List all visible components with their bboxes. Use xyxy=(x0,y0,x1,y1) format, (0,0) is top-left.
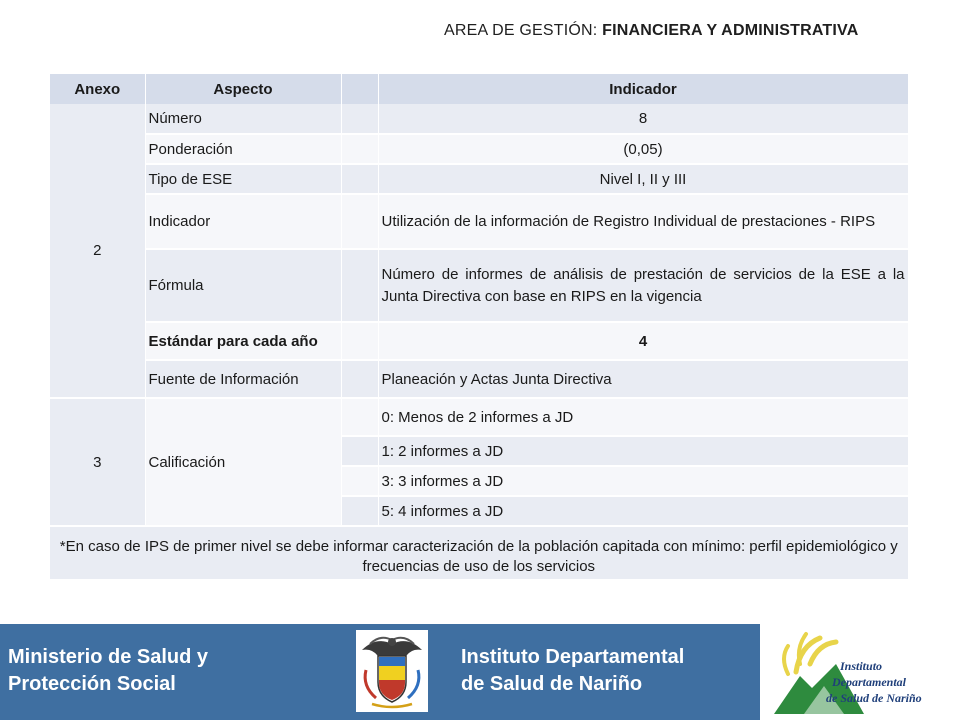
spacer-cell xyxy=(341,436,378,466)
table-row xyxy=(50,322,908,360)
col-header-spacer xyxy=(341,74,378,104)
spacer-cell xyxy=(341,104,378,134)
table-row xyxy=(50,194,908,249)
logo-text-3: de Salud de Nariño xyxy=(826,691,922,705)
indicador-cell: 4 xyxy=(378,322,908,360)
table-row xyxy=(50,526,908,580)
anexo-cell: 3 xyxy=(50,398,145,526)
calificacion-cell: 0: Menos de 2 informes a JD xyxy=(378,398,908,436)
indicador-cell: Número de informes de análisis de prestación de servicios de la ESE a la Junta Directiva con base en RIPS en la vigencia xyxy=(378,249,908,322)
spacer-cell xyxy=(341,360,378,398)
table-row xyxy=(50,134,908,164)
indicator-table xyxy=(50,74,909,581)
instituto-logo-icon xyxy=(760,624,960,720)
table-row xyxy=(50,360,908,398)
spacer-cell xyxy=(341,249,378,322)
table-note: *En caso de IPS de primer nivel se debe informar caracterización de la población capitada con mínimo: perfil epidemiológico y frecuencias de uso de los servicios xyxy=(50,526,908,580)
aspecto-cell: Calificación xyxy=(145,398,341,526)
indicador-cell: Nivel I, II y III xyxy=(378,164,908,194)
spacer-cell xyxy=(341,496,378,526)
spacer-cell xyxy=(341,466,378,496)
table-row xyxy=(50,164,908,194)
anexo-cell: 2 xyxy=(50,104,145,398)
table-row xyxy=(50,398,908,436)
instituto-line-2: de Salud de Nariño xyxy=(461,673,643,695)
instituto-line-1: Instituto Departamental xyxy=(461,646,685,668)
logo-text-2: Departamental xyxy=(832,675,906,689)
aspecto-cell: Indicador xyxy=(145,194,341,249)
spacer-cell xyxy=(341,322,378,360)
indicador-cell: Utilización de la información de Registro Individual de prestaciones - RIPS xyxy=(378,194,908,249)
calificacion-cell: 3: 3 informes a JD xyxy=(378,466,908,496)
indicador-cell: Planeación y Actas Junta Directiva xyxy=(378,360,908,398)
ministerio-line-1: Ministerio de Salud y xyxy=(8,646,209,668)
aspecto-cell: Número xyxy=(145,104,341,134)
footer-bar xyxy=(0,624,960,720)
table-header-row xyxy=(50,74,908,104)
col-header-aspecto: Aspecto xyxy=(145,74,341,104)
indicador-cell: 8 xyxy=(378,104,908,134)
instituto-label xyxy=(461,644,684,698)
table-row xyxy=(50,104,908,134)
col-header-indicador: Indicador xyxy=(378,74,908,104)
area-name: FINANCIERA Y ADMINISTRATIVA xyxy=(602,22,859,39)
spacer-cell xyxy=(341,194,378,249)
aspecto-cell: Ponderación xyxy=(145,134,341,164)
aspecto-cell: Fórmula xyxy=(145,249,341,322)
colombia-coat-of-arms-icon xyxy=(356,630,428,712)
ministerio-line-2: Protección Social xyxy=(8,673,176,695)
spacer-cell xyxy=(341,134,378,164)
spacer-cell xyxy=(341,164,378,194)
logo-text-1: Instituto xyxy=(840,659,883,673)
indicador-cell: (0,05) xyxy=(378,134,908,164)
aspecto-cell: Estándar para cada año xyxy=(145,322,341,360)
area-prefix: AREA DE GESTIÓN: xyxy=(444,22,598,39)
col-header-anexo: Anexo xyxy=(50,74,145,104)
spacer-cell xyxy=(341,398,378,436)
calificacion-cell: 1: 2 informes a JD xyxy=(378,436,908,466)
table-row xyxy=(50,249,908,322)
aspecto-cell: Tipo de ESE xyxy=(145,164,341,194)
calificacion-cell: 5: 4 informes a JD xyxy=(378,496,908,526)
aspecto-cell: Fuente de Información xyxy=(145,360,341,398)
ministerio-label xyxy=(8,644,208,698)
area-title xyxy=(444,22,859,40)
